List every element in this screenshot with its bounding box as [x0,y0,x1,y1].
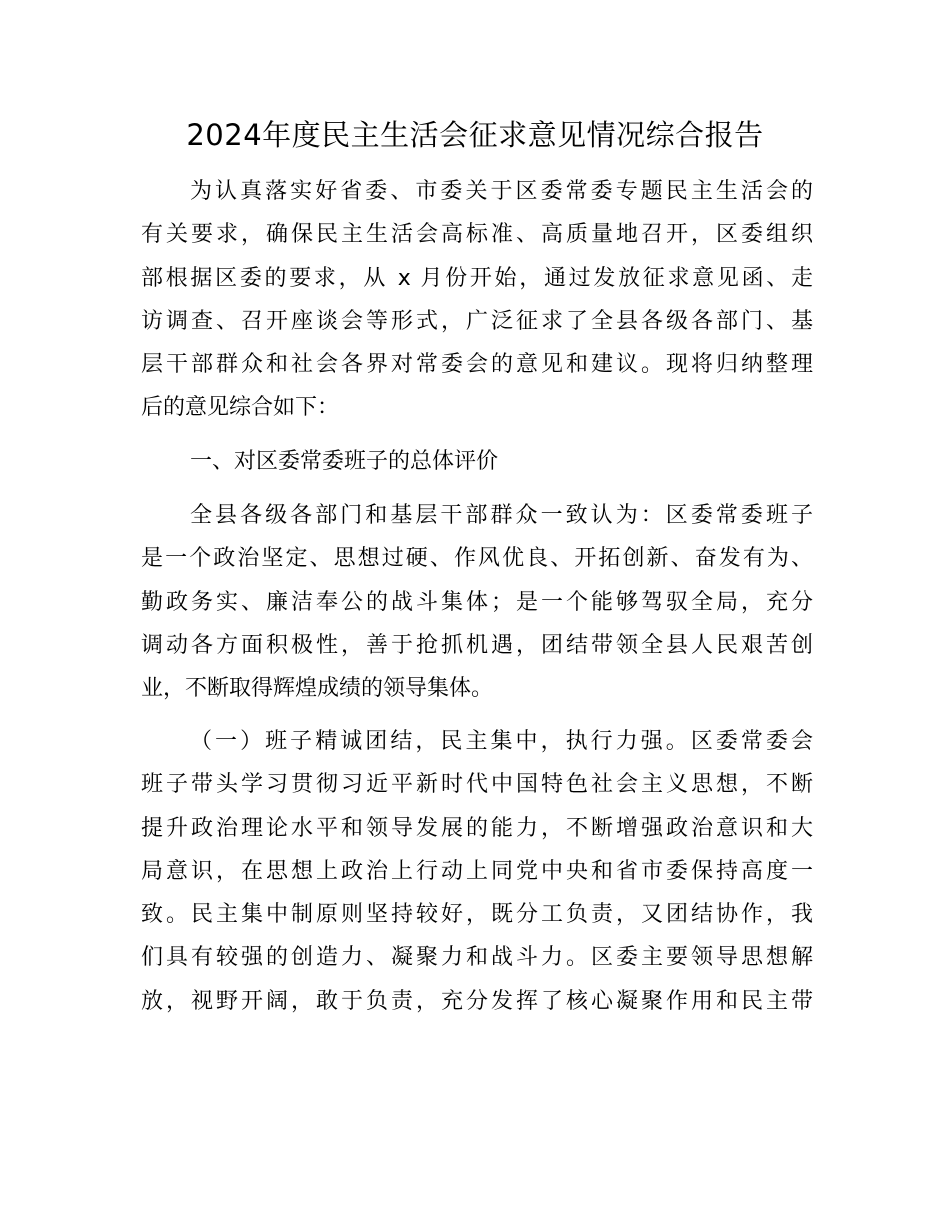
paragraph-line: 调动各方面积极性，善于抢抓机遇，团结带领全县人民艰苦创 [141,632,813,658]
paragraph-line: 致。民主集中制原则坚持较好，既分工负责，又团结协作，我 [141,902,813,928]
paragraph-line: 有关要求，确保民主生活会高标准、高质量地召开，区委组织 [141,222,813,248]
paragraph-line: 访调查、召开座谈会等形式，广泛征求了全县各级各部门、基 [141,308,813,334]
section-heading [141,440,813,483]
paragraph-overall-evaluation [141,494,813,710]
paragraph-line: 业，不断取得辉煌成绩的领导集体。 [141,676,494,702]
document-title: 2024年度民主生活会征求意见情况综合报告 [186,118,764,152]
paragraph-line: 是一个政治坚定、思想过硬、作风优良、开拓创新、奋发有为、 [141,546,813,572]
paragraph-line: 为认真落实好省委、市委关于区委常委专题民主生活会的 [190,179,813,204]
paragraph-line: 勤政务实、廉洁奉公的战斗集体；是一个能够驾驭全局，充分 [141,589,813,615]
paragraph-intro [141,170,813,430]
paragraph-line: （一）班子精诚团结，民主集中，执行力强。区委常委会 [190,729,813,754]
paragraph-subsection-one [141,720,813,1023]
paragraph-line: 局意识，在思想上政治上行动上同党中央和省市委保持高度一 [141,858,813,884]
paragraph-line: 班子带头学习贯彻习近平新时代中国特色社会主义思想，不断 [141,772,813,798]
paragraph-line: 放，视野开阔，敢于负责，充分发挥了核心凝聚作用和民主带 [141,988,813,1014]
paragraph-line: 提升政治理论水平和领导发展的能力，不断增强政治意识和大 [141,815,813,841]
paragraph-line: 部根据区委的要求，从 x 月份开始，通过发放征求意见函、走 [141,265,813,291]
section-heading-text: 一、对区委常委班子的总体评价 [190,449,499,474]
paragraph-line: 们具有较强的创造力、凝聚力和战斗力。区委主要领导思想解 [141,945,813,971]
paragraph-line: 后的意见综合如下： [141,395,340,421]
paragraph-line: 层干部群众和社会各界对常委会的意见和建议。现将归纳整理 [141,352,813,378]
paragraph-line: 全县各级各部门和基层干部群众一致认为：区委常委班子 [190,503,813,528]
